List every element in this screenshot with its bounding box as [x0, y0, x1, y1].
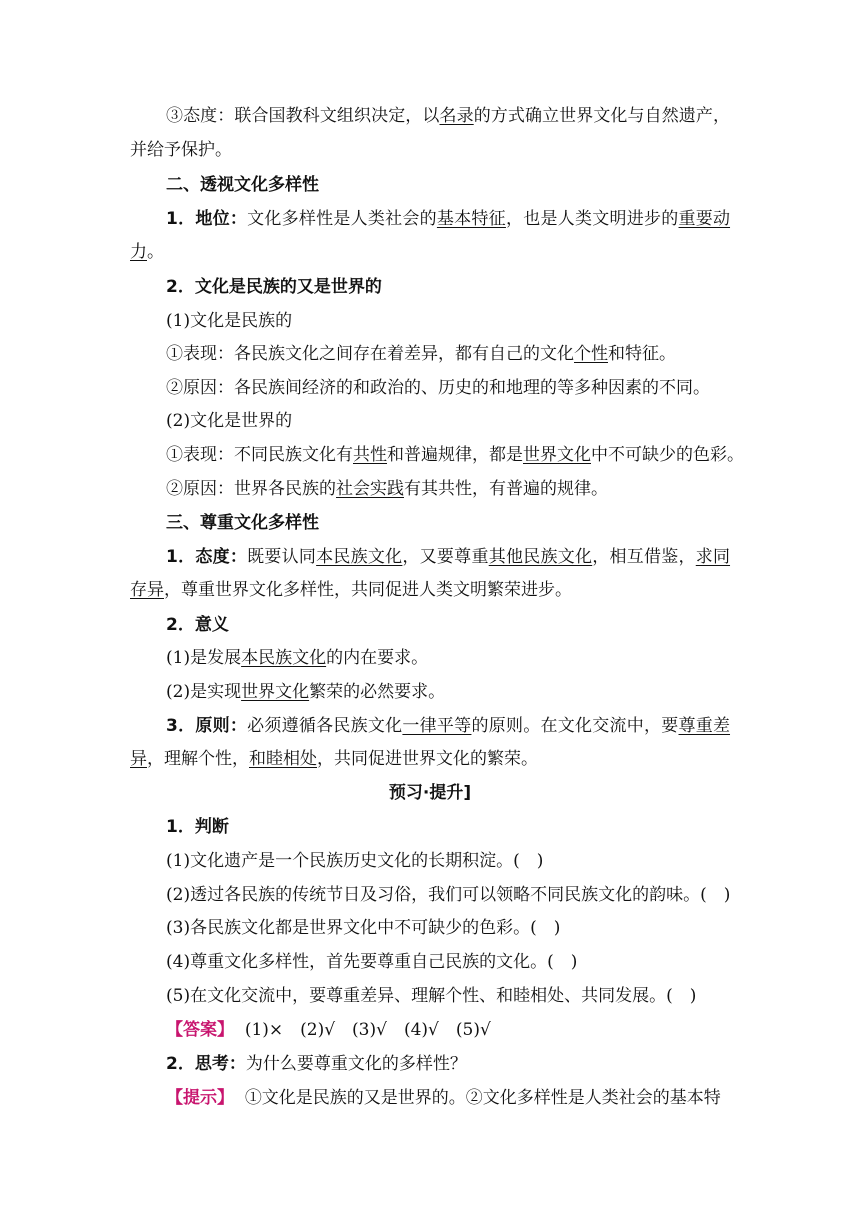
question-1-title: 1．判断: [166, 817, 229, 837]
attitude-line-2: 并给予保护。: [130, 140, 232, 160]
item-2-2-1: (1)文化是民族的: [166, 311, 293, 331]
item-2-2-2: (2)文化是世界的: [166, 411, 293, 431]
principle-line-1: 3．原则：必须遵循各民族文化一律平等的原则。在文化交流中，要尊重差: [166, 716, 731, 736]
hint-text: ①文化是民族的又是世界的。②文化多样性是人类社会的基本特: [244, 1088, 721, 1108]
judgement-item: (3)各民族文化都是世界文化中不可缺少的色彩。( ): [166, 918, 561, 938]
item-2-2-1b: ②原因：各民族间经济的和政治的、历史的和地理的等多种因素的不同。: [166, 378, 710, 398]
item-2-2-2a: ①表现：不同民族文化有共性和普遍规律，都是世界文化中不可缺少的色彩。: [166, 445, 744, 465]
hint-line: [166, 1086, 860, 1110]
judgement-item: (2)透过各民族的传统节日及习俗，我们可以领略不同民族文化的韵味。( ): [166, 885, 731, 905]
answer-text: (1)× (2)√ (3)√ (4)√ (5)√: [244, 1020, 491, 1040]
answer-line: [166, 1018, 860, 1042]
question-2: 2．思考：为什么要尊重文化的多样性？: [166, 1054, 467, 1074]
status-line-2: 力。: [130, 242, 164, 262]
underlined-term: 名录: [439, 106, 474, 126]
principle-line-2: 异，理解个性，和睦相处，共同促进世界文化的繁荣。: [130, 749, 538, 769]
judgement-item: (5)在文化交流中，要尊重差异、理解个性、和睦相处、共同发展。( ): [166, 986, 697, 1006]
subheading-3-2: 2．意义: [166, 615, 229, 635]
item-3-2-1: (1)是发展本民族文化的内在要求。: [166, 648, 429, 668]
item-2-2-2b: ②原因：世界各民族的社会实践有其共性，有普遍的规律。: [166, 479, 608, 499]
section-heading-3: 三、尊重文化多样性: [166, 513, 319, 533]
item-2-2-1a: ①表现：各民族文化之间存在着差异，都有自己的文化个性和特征。: [166, 344, 676, 364]
respect-attitude-line-2: 存异，尊重世界文化多样性，共同促进人类文明繁荣进步。: [130, 580, 572, 600]
status-line-1: 1．地位：文化多样性是人类社会的基本特征，也是人类文明进步的重要动: [166, 209, 731, 229]
preview-heading: 预习·提升]: [388, 783, 472, 803]
section-heading-2: 二、透视文化多样性: [166, 175, 319, 195]
attitude-line-1: ③态度：联合国教科文组织决定，以名录的方式确立世界文化与自然遗产，: [166, 106, 730, 126]
hint-tag: 【提示】: [166, 1088, 234, 1108]
judgement-item: (1)文化遗产是一个民族历史文化的长期积淀。( ): [166, 851, 544, 871]
subheading-2-2: 2．文化是民族的又是世界的: [166, 277, 382, 297]
judgement-item: (4)尊重文化多样性，首先要尊重自己民族的文化。( ): [166, 952, 578, 972]
answer-tag: 【答案】: [166, 1020, 234, 1040]
item-3-2-2: (2)是实现世界文化繁荣的必然要求。: [166, 682, 446, 702]
respect-attitude-line-1: 1．态度：既要认同本民族文化，又要尊重其他民族文化，相互借鉴，求同: [166, 547, 731, 567]
